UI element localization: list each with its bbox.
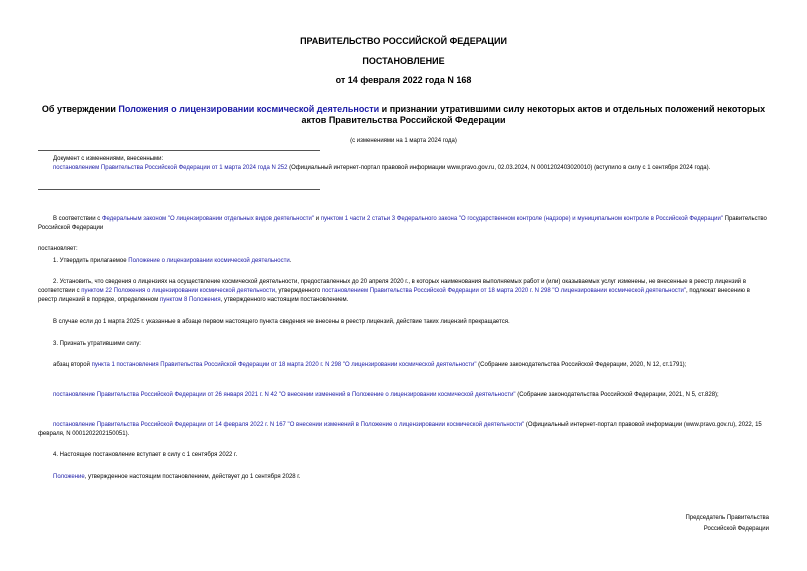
document-title: Об утверждении Положения о лицензировании космической деятельности и признании утратившими силу некоторых актов и отдельных положений некоторых актов Правительства Российской Федерации xyxy=(41,104,766,125)
item-3-a: абзац второй пункта 1 постановления Правительства Российской Федерации от 18 марта 2020 г. N 298 "О лицензировании космической деятельности" (Собрание законодательства Российской Федерации, 2020, N 12, ст.1791); xyxy=(53,362,687,368)
item-3: 3. Признать утратившими силу: xyxy=(53,341,141,347)
regulation-short-link[interactable]: Положение xyxy=(53,474,85,480)
changes-text: постановлением Правительства Российской Федерации от 1 марта 2024 года N 252 (Официальный интернет-портал правовой информации www.pravo.gov.ru, 02.03.2024, N 0001202403020010) (вступило в силу с 1 сентября 2024 года). xyxy=(53,165,711,171)
item-2: 2. Установить, что сведения о лицензиях на осуществление космической деятельности, предоставленных до 20 апреля 2020 г., в которых наименования выполняемых работ и (или) оказываемых услуг изменены, не внесенные в реестр лицензий в соответствии с пунктом 22 Положения о лицензировании космической деятельности, утвержденного постановлением Правительства Российской Федерации от 18 марта 2020 г. N 298 "О лицензировании космической деятельности", подлежат внесению в реестр лицензий в порядке, определенном пунктом 8 Положения, утвержденного настоящим постановлением. xyxy=(38,279,750,303)
date-number-heading: от 14 февраля 2022 года N 168 xyxy=(335,75,472,85)
divider-bottom xyxy=(38,189,320,190)
government-heading: ПРАВИТЕЛЬСТВО РОССИЙСКОЙ ФЕДЕРАЦИИ xyxy=(300,36,507,46)
decree-42-link[interactable]: постановление Правительства Российской Федерации от 26 января 2021 г. N 42 "О внесении изменений в Положение о лицензировании космической деятельности" xyxy=(53,392,516,398)
revision-note: (с изменениями на 1 марта 2024 года) xyxy=(350,138,457,144)
federal-law-link[interactable]: Федеральным законом "О лицензировании отдельных видов деятельности" xyxy=(101,216,315,222)
item-1: 1. Утвердить прилагаемое Положение о лицензировании космической деятельности. xyxy=(53,258,292,264)
item8-link[interactable]: пунктом 8 Положения xyxy=(159,297,221,303)
divider-top xyxy=(38,150,320,151)
item-3-b: постановление Правительства Российской Федерации от 26 января 2021 г. N 42 "О внесении изменений в Положение о лицензировании космической деятельности" (Собрание законодательства Российской Федерации, 2021, N 5, ст.828); xyxy=(53,392,719,398)
decides-text: постановляет: xyxy=(38,246,78,252)
decree-298-item1-link[interactable]: пункта 1 постановления Правительства Российской Федерации от 18 марта 2020 г. N 298 "О лицензировании космической деятельности" xyxy=(91,362,477,368)
doc-type-heading: ПОСТАНОВЛЕНИЕ xyxy=(362,56,445,66)
item-4: 4. Настоящее постановление вступает в силу с 1 сентября 2022 г. xyxy=(53,452,238,458)
item22-link[interactable]: пунктом 22 Положения о лицензировании космической деятельности xyxy=(81,288,276,294)
signature-block xyxy=(685,513,769,535)
item-5: Положение, утвержденное настоящим постановлением, действует до 1 сентября 2028 г. xyxy=(53,474,301,480)
changes-label: Документ с изменениями, внесенными: xyxy=(53,156,164,162)
signature-title: Председатель Правительства xyxy=(685,515,769,521)
preamble: В соответствии с Федеральным законом "О лицензировании отдельных видов деятельности" и пунктом 1 части 2 статьи 3 Федерального закона "О государственном контроле (надзоре) и муниципальном контроле в Российской Федерации" Правительство Российской Федерации xyxy=(38,216,767,231)
decree-298-link[interactable]: постановлением Правительства Российской Федерации от 18 марта 2020 г. N 298 "О лицензировании космической деятельности" xyxy=(321,288,687,294)
federal-law-article-link[interactable]: пунктом 1 части 2 статьи 3 Федерального закона "О государственном контроле (надзоре) и муниципальном контроле в Российской Федерации" xyxy=(320,216,723,222)
regulation-link[interactable]: Положения о лицензировании космической деятельности xyxy=(118,104,380,114)
amendment-link[interactable]: постановлением Правительства Российской Федерации от 1 марта 2024 года N 252 xyxy=(53,165,288,171)
decree-167-link[interactable]: постановление Правительства Российской Федерации от 14 февраля 2022 г. N 167 "О внесении изменений в Положение о лицензировании космической деятельности" xyxy=(53,422,525,428)
regulation-approve-link[interactable]: Положение о лицензировании космической деятельности xyxy=(128,258,290,264)
signature-org: Российской Федерации xyxy=(703,526,769,532)
item-2-paragraph-2: В случае если до 1 марта 2025 г. указанные в абзаце первом настоящего пункта сведения не внесены в реестр лицензий, действие таких лицензий прекращается. xyxy=(53,319,510,325)
item-3-c: постановление Правительства Российской Федерации от 14 февраля 2022 г. N 167 "О внесении изменений в Положение о лицензировании космической деятельности" (Официальный интернет-портал правовой информации (www.pravo.gov.ru), 2022, 15 февраля, N 0001202202150051). xyxy=(38,422,762,437)
